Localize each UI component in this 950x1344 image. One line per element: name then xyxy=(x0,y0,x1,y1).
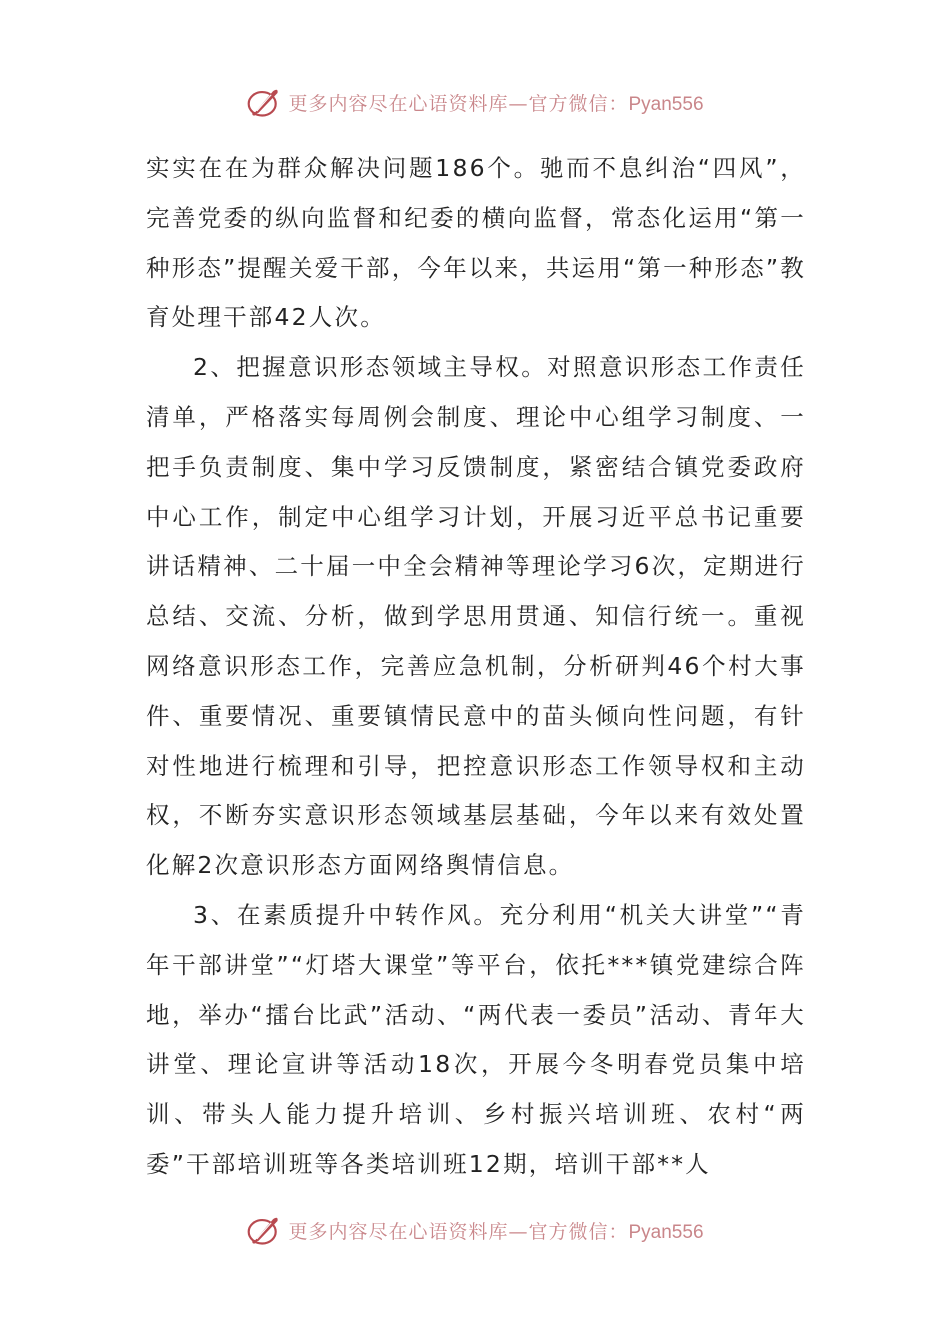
paragraph-3: 3、在素质提升中转作风。充分利用“机关大讲堂”“青年干部讲堂”“灯塔大课堂”等平台，依托***镇党建综合阵地，举办“擂台比武”活动、“两代表一委员”活动、青年大讲堂、理论宣讲等活动18次，开展今冬明春党员集中培训、带头人能力提升培训、乡村振兴培训班、农村“两委”干部培训班等各类培训班12期，培训干部**人 xyxy=(146,900,806,1178)
paragraph-1: 实实在在为群众解决问题186个。驰而不息纠治“四风”，完善党委的纵向监督和纪委的横向监督，常态化运用“第一种形态”提醒关爱干部，今年以来，共运用“第一种形态”教育处理干部42人次。 xyxy=(146,154,806,332)
quill-pen-logo-icon xyxy=(246,1212,282,1248)
watermark-text xyxy=(288,1217,703,1244)
watermark-wechat-id: Pyan556 xyxy=(628,1221,704,1243)
watermark-label: 更多内容尽在心语资料库—官方微信： xyxy=(288,92,629,115)
watermark-footer xyxy=(0,1210,950,1250)
quill-pen-logo-icon xyxy=(246,84,282,120)
watermark-label: 更多内容尽在心语资料库—官方微信： xyxy=(288,1220,629,1243)
watermark-wechat-id: Pyan556 xyxy=(628,93,704,115)
watermark-text xyxy=(288,89,703,116)
paragraph-2: 2、把握意识形态领域主导权。对照意识形态工作责任清单，严格落实每周例会制度、理论中心组学习制度、一把手负责制度、集中学习反馈制度，紧密结合镇党委政府中心工作，制定中心组学习计划，开展习近平总书记重要讲话精神、二十届一中全会精神等理论学习6次，定期进行总结、交流、分析，做到学思用贯通、知信行统一。重视网络意识形态工作，完善应急机制，分析研判46个村大事件、重要情况、重要镇情民意中的苗头倾向性问题，有针对性地进行梳理和引导，把控意识形态工作领导权和主动权，不断夯实意识形态领域基层基础，今年以来有效处置化解2次意识形态方面网络舆情信息。 xyxy=(146,353,806,880)
document-body xyxy=(146,144,806,1190)
watermark-header xyxy=(0,82,950,122)
